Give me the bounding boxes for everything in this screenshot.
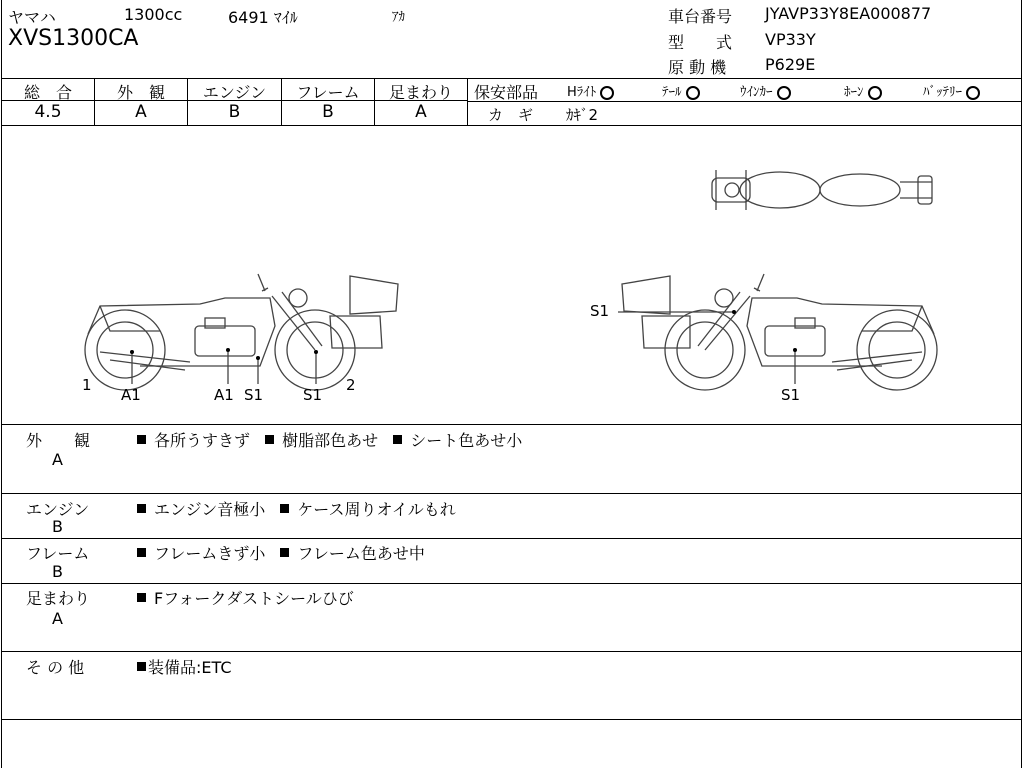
remark-divider-4 (1, 651, 1022, 652)
remark-items (137, 655, 232, 678)
remark-items (137, 497, 456, 520)
motorcycle-diagram (0, 126, 1024, 426)
displacement: 1300cc (124, 5, 183, 24)
model-name: XVS1300CA (8, 26, 139, 51)
ok-circle-icon (686, 86, 700, 100)
remark-item: エンジン音極小 (154, 500, 266, 519)
diagram-label: S1 (303, 386, 323, 404)
remark-item: 装備品:ETC (148, 658, 232, 677)
frame-no: JYAVP33Y8EA000877 (765, 4, 932, 23)
divider-safety-mid (467, 101, 1022, 102)
safety-item-label: ﾃｰﾙ (662, 85, 682, 100)
bullet-icon (137, 662, 146, 671)
motorcycle-right-side-icon (622, 274, 937, 390)
bullet-icon (137, 435, 146, 444)
remark-item: フレームきず小 (154, 544, 266, 563)
grade-value-engine: B (228, 102, 241, 122)
remark-grade: B (52, 562, 63, 581)
type-value: VP33Y (765, 30, 816, 49)
remark-grade: A (52, 609, 63, 628)
diagram-label: S1 (590, 302, 610, 320)
divider-top (1, 78, 1022, 79)
motorcycle-top-view-icon (712, 170, 932, 210)
grade-label-suspension: 足まわり (388, 83, 453, 102)
ok-circle-icon (777, 86, 791, 100)
grade-label-overall: 総 合 (23, 83, 72, 102)
remark-item: 樹脂部色あせ (282, 431, 379, 450)
remark-divider-2 (1, 538, 1022, 539)
type-label: 型 式 (668, 33, 733, 52)
safety-item-label: Hﾗｲﾄ (567, 85, 597, 100)
safety-item-tail (662, 81, 700, 100)
safety-label: 保安部品 (474, 83, 539, 102)
remark-grade: A (52, 450, 63, 469)
diagram-label: A1 (214, 386, 234, 404)
grade-label-exterior: 外 観 (116, 83, 165, 102)
remark-category: 外 観 (26, 431, 91, 450)
safety-item-horn (844, 81, 882, 100)
remark-divider-5 (1, 719, 1022, 720)
safety-item-label: ﾊﾞｯﾃﾘｰ (923, 85, 962, 100)
remark-items (137, 428, 522, 451)
remark-items (137, 541, 425, 564)
key-value: ｶｷﾞ2 (566, 106, 599, 124)
remark-divider-1 (1, 493, 1022, 494)
grade-value-frame: B (322, 102, 334, 122)
safety-item-headlight (567, 81, 614, 100)
frame-no-label: 車台番号 (668, 7, 733, 26)
grade-label-engine: エンジン (202, 83, 267, 102)
col-sep-5 (467, 78, 468, 125)
diagram-label: A1 (121, 386, 141, 404)
diagram-label: S1 (244, 386, 264, 404)
remark-item: 各所うすきず (154, 431, 251, 450)
remark-item: フレーム色あせ中 (297, 544, 425, 563)
safety-item-winker (740, 81, 791, 100)
remark-divider-3 (1, 583, 1022, 584)
bullet-icon (137, 504, 146, 513)
safety-item-label: ｳｲﾝｶｰ (740, 85, 773, 100)
remark-category: フレーム (26, 544, 90, 563)
engine-value: P629E (765, 55, 816, 74)
remark-category: エンジン (26, 500, 90, 519)
mileage: 6491 ﾏｲﾙ (228, 8, 298, 27)
safety-item-label: ﾎｰﾝ (844, 85, 864, 100)
bullet-icon (280, 548, 289, 557)
diagram-label: 2 (346, 376, 356, 394)
ok-circle-icon (966, 86, 980, 100)
remark-item: Fフォークダストシールひび (154, 589, 354, 608)
remark-category: 足まわり (26, 589, 91, 608)
grade-label-frame: フレーム (296, 83, 360, 102)
diagram-label: 1 (82, 376, 92, 394)
safety-item-battery (923, 81, 980, 100)
maker: ヤマハ (8, 8, 56, 27)
diagram-label: S1 (781, 386, 801, 404)
bullet-icon (137, 593, 146, 602)
remark-grade: B (52, 517, 63, 536)
grade-value-overall: 4.5 (34, 102, 62, 122)
grade-value-exterior: A (135, 102, 147, 122)
grade-value-suspension: A (415, 102, 427, 122)
bullet-icon (280, 504, 289, 513)
bullet-icon (393, 435, 402, 444)
ok-circle-icon (868, 86, 882, 100)
key-label: カ ギ (488, 106, 534, 124)
bullet-icon (265, 435, 274, 444)
remark-item: ケース周りオイルもれ (297, 500, 456, 519)
bullet-icon (137, 548, 146, 557)
remark-items (137, 586, 354, 609)
ok-circle-icon (600, 86, 614, 100)
remark-category: そ の 他 (26, 658, 85, 677)
remark-item: シート色あせ小 (410, 431, 523, 450)
color: ｱｶ (392, 10, 405, 25)
engine-label: 原 動 機 (668, 58, 727, 77)
